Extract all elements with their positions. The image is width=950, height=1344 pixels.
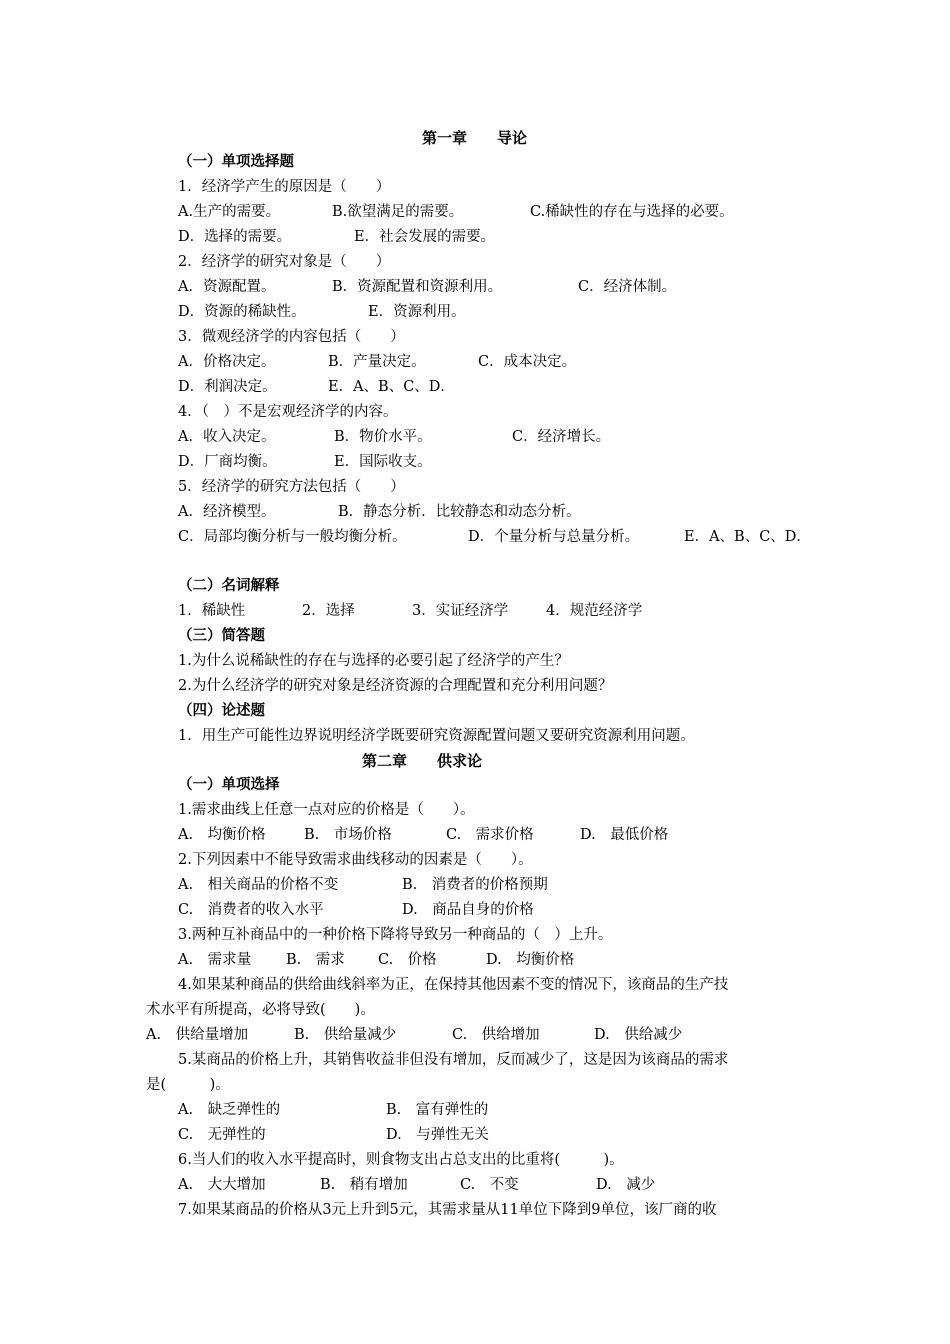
option: B. 富有弹性的: [386, 1102, 489, 1118]
option: E．资源利用。: [368, 304, 466, 320]
ch2-question-5-line2: 是( )。: [146, 1077, 230, 1093]
option: B.欲望满足的需要。: [332, 204, 464, 220]
option: C. 供给增加: [452, 1027, 540, 1043]
option: B. 稍有增加: [320, 1177, 408, 1193]
ch2-question-7-line1: 7.如果某商品的价格从3元上升到5元，其需求量从11单位下降到9单位，该厂商的收: [178, 1202, 717, 1218]
chapter1-section-essay: （四）论述题: [178, 702, 265, 719]
ch1-essay-1: 1．用生产可能性边界说明经济学既要研究资源配置问题又要研究资源利用问题。: [178, 728, 695, 744]
option: B. 消费者的价格预期: [402, 877, 548, 893]
option: D．个量分析与总量分析。: [468, 529, 640, 545]
ch1-short-answer-2: 2.为什么经济学的研究对象是经济资源的合理配置和充分利用问题？: [178, 678, 613, 694]
ch2-question-3: 3.两种互补商品中的一种价格下降将导致另一种商品的（ ）上升。: [178, 927, 613, 943]
option: A. 供给量增加: [146, 1027, 249, 1043]
ch1-question-2: 2．经济学的研究对象是（ ）: [178, 254, 391, 270]
chapter1-section-terms: （二）名词解释: [178, 577, 280, 594]
option: A．价格决定。: [178, 354, 276, 370]
option: C. 不变: [460, 1177, 519, 1193]
option: C. 无弹性的: [178, 1127, 266, 1143]
option: D．厂商均衡。: [178, 454, 277, 470]
option: C．经济体制。: [578, 279, 677, 295]
term: 2．选择: [302, 603, 355, 619]
option: D. 最低价格: [580, 827, 669, 843]
option: C. 价格: [378, 952, 437, 968]
option: B．资源配置和资源利用。: [332, 279, 503, 295]
ch2-question-1: 1.需求曲线上任意一点对应的价格是（ ）。: [178, 802, 475, 818]
ch2-question-2: 2.下列因素中不能导致需求曲线移动的因素是（ ）。: [178, 852, 533, 868]
option: A. 大大增加: [178, 1177, 266, 1193]
ch1-question-1: 1．经济学产生的原因是（ ）: [178, 179, 391, 195]
option: B. 市场价格: [304, 827, 392, 843]
option: D. 均衡价格: [486, 952, 575, 968]
option: C.稀缺性的存在与选择的必要。: [530, 204, 734, 220]
option: C．成本决定。: [478, 354, 577, 370]
option: C．经济增长。: [512, 429, 611, 445]
chapter2-section-single-choice: （一）单项选择: [178, 776, 280, 793]
option: A．收入决定。: [178, 429, 276, 445]
ch2-question-6: 6.当人们的收入水平提高时，则食物支出占总支出的比重将( )。: [178, 1152, 624, 1168]
option: D．利润决定。: [178, 379, 277, 395]
ch1-question-5: 5．经济学的研究方法包括（ ）: [178, 479, 405, 495]
term: 1．稀缺性: [178, 603, 246, 619]
option: B．产量决定。: [328, 354, 426, 370]
ch2-question-5-line1: 5.某商品的价格上升，其销售收益非但没有增加，反而减少了，这是因为该商品的需求: [178, 1052, 729, 1068]
option: A. 需求量: [178, 952, 252, 968]
option: B. 需求: [286, 952, 345, 968]
option: B. 供给量减少: [294, 1027, 397, 1043]
option: A．资源配置。: [178, 279, 276, 295]
chapter1-section-short-answer: （三）简答题: [178, 627, 265, 644]
term: 3．实证经济学: [412, 603, 509, 619]
ch1-question-3: 3．微观经济学的内容包括（ ）: [178, 329, 405, 345]
option: B．静态分析．比较静态和动态分析。: [338, 504, 581, 520]
option: E．国际收支。: [334, 454, 432, 470]
option: D．资源的稀缺性。: [178, 304, 306, 320]
chapter2-title: 第二章 供求论: [362, 752, 483, 770]
option: D. 与弹性无关: [386, 1127, 489, 1143]
chapter1-section-single-choice: （一）单项选择题: [178, 153, 294, 170]
option: E．A、B、C、D．: [328, 379, 455, 395]
ch1-short-answer-1: 1.为什么说稀缺性的存在与选择的必要引起了经济学的产生？: [178, 653, 569, 669]
ch1-question-4: 4．（ ）不是宏观经济学的内容。: [178, 404, 398, 420]
option: E．A、B、C、D．: [684, 529, 811, 545]
option: A.生产的需要。: [178, 204, 281, 220]
ch2-question-4-line1: 4.如果某种商品的供给曲线斜率为正，在保持其他因素不变的情况下，该商品的生产技: [178, 977, 729, 993]
option: A. 均衡价格: [178, 827, 266, 843]
chapter1-title: 第一章 导论: [422, 129, 528, 147]
option: C．局部均衡分析与一般均衡分析。: [178, 529, 407, 545]
option: D. 商品自身的价格: [402, 902, 534, 918]
term: 4．规范经济学: [546, 603, 643, 619]
option: D. 供给减少: [594, 1027, 683, 1043]
ch2-question-4-line2: 术水平有所提高，必将导致( )。: [146, 1002, 375, 1018]
option: B．物价水平。: [334, 429, 432, 445]
option: E．社会发展的需要。: [354, 229, 496, 245]
option: A. 缺乏弹性的: [178, 1102, 281, 1118]
option: C. 需求价格: [446, 827, 534, 843]
option: D．选择的需要。: [178, 229, 292, 245]
option: A. 相关商品的价格不变: [178, 877, 339, 893]
option: A．经济模型。: [178, 504, 276, 520]
option: C. 消费者的收入水平: [178, 902, 324, 918]
option: D. 减少: [596, 1177, 656, 1193]
